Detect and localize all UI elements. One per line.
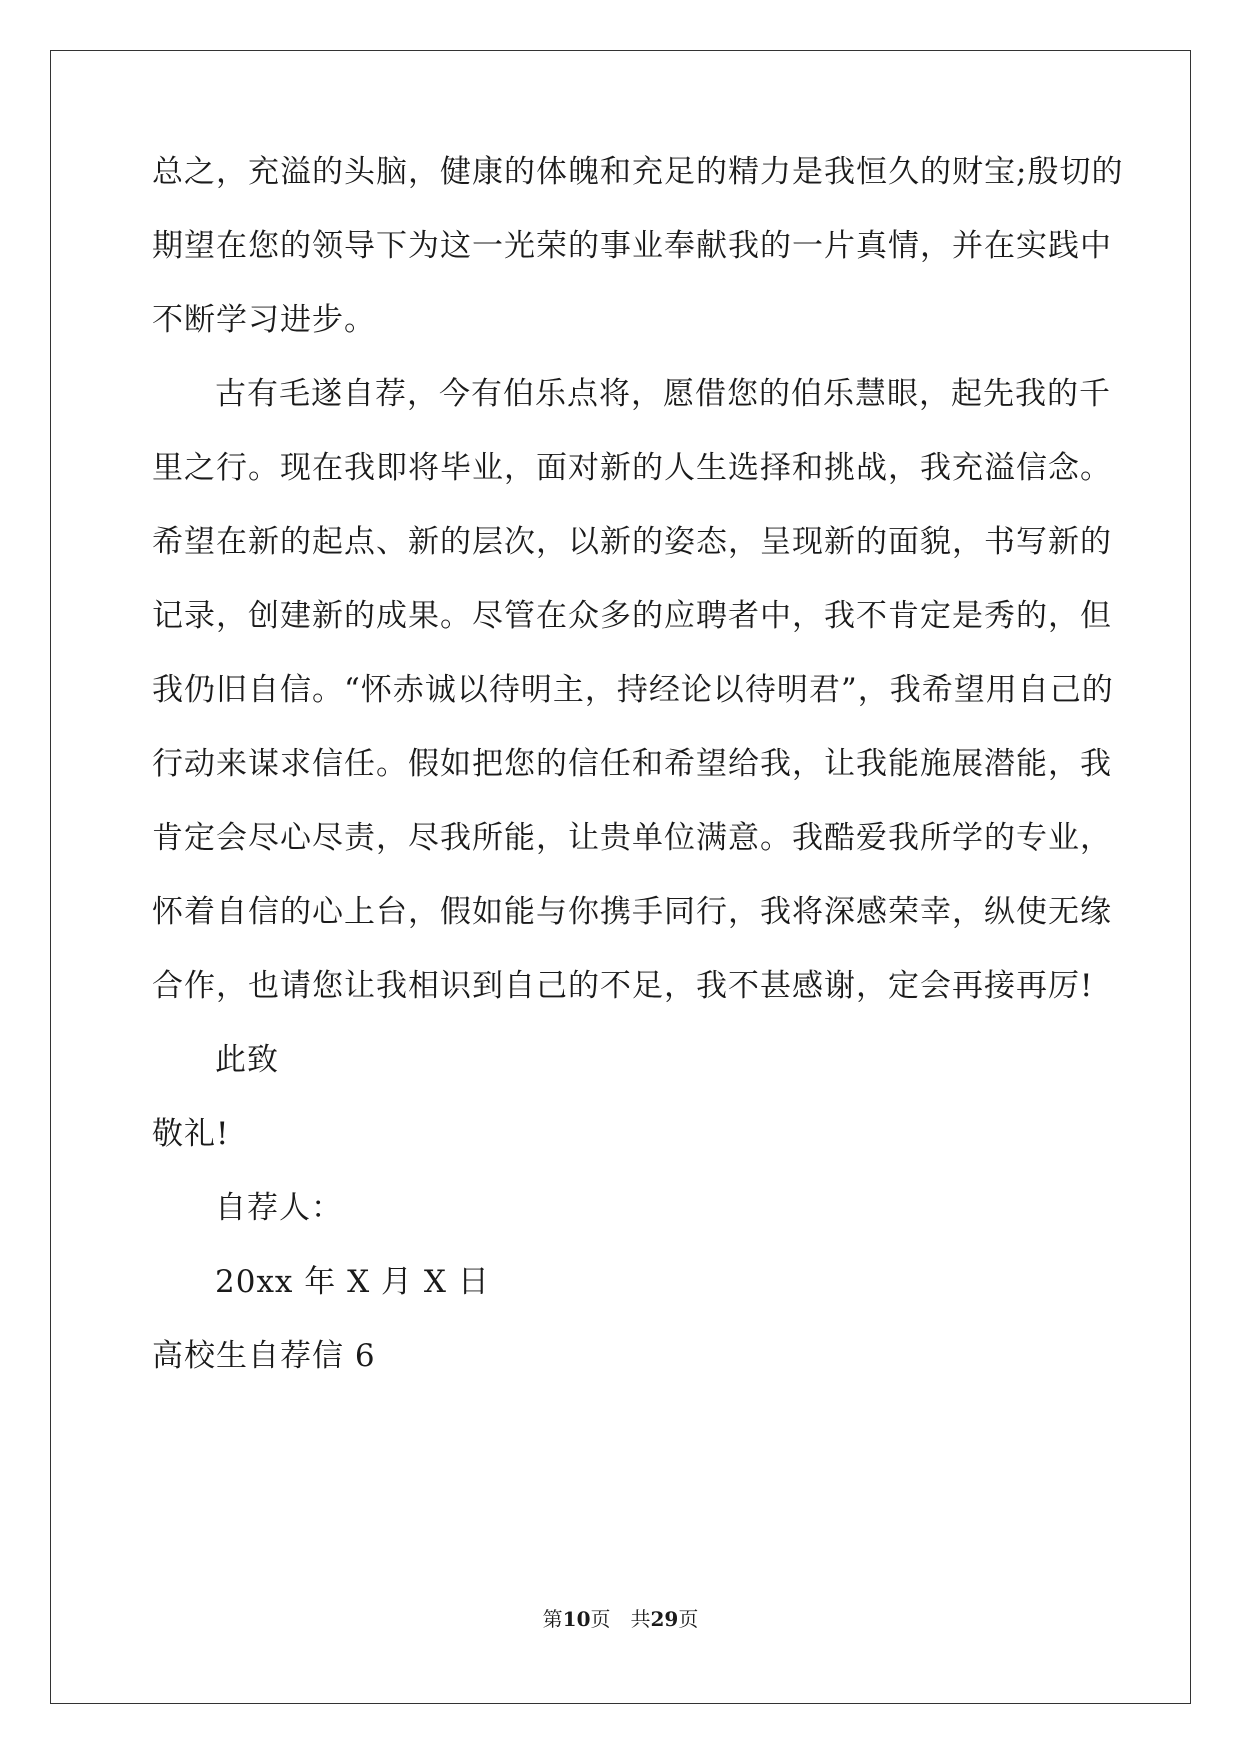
text-line: 我仍旧自信。“怀赤诚以待明主，持经论以待明君”，我希望用自己的 (152, 672, 1114, 708)
salutation: 敬礼! (152, 1116, 230, 1152)
text-line: 古有毛遂自荐，今有伯乐点将，愿借您的伯乐慧眼，起先我的千 (215, 376, 1111, 412)
page-footer (0, 1606, 1241, 1632)
text-line: 怀着自信的心上台，假如能与你携手同行，我将深感荣幸，纵使无缘 (152, 894, 1112, 930)
text-line: 里之行。现在我即将毕业，面对新的人生选择和挑战，我充溢信念。 (152, 450, 1112, 486)
text-line: 期望在您的领导下为这一光荣的事业奉献我的一片真情，并在实践中 (152, 228, 1112, 264)
date-line: 20xx 年 X 月 X 日 (215, 1264, 490, 1300)
footer-page-suffix: 页 (590, 1607, 611, 1631)
footer-total-prefix: 共 (630, 1607, 651, 1631)
signature-label: 自荐人： (215, 1190, 343, 1226)
text-line: 记录，创建新的成果。尽管在众多的应聘者中，我不肯定是秀的，但 (152, 598, 1112, 634)
footer-prefix: 第 (542, 1607, 563, 1631)
text-line: 不断学习进步。 (152, 302, 376, 338)
text-line: 希望在新的起点、新的层次，以新的姿态，呈现新的面貌，书写新的 (152, 524, 1112, 560)
closing-greeting: 此致 (215, 1042, 279, 1078)
text-line: 肯定会尽心尽责，尽我所能，让贵单位满意。我酷爱我所学的专业， (152, 820, 1112, 856)
text-line: 合作，也请您让我相识到自己的不足，我不甚感谢，定会再接再厉! (152, 968, 1094, 1004)
text-line: 行动来谋求信任。假如把您的信任和希望给我，让我能施展潜能，我 (152, 746, 1112, 782)
current-page-number: 10 (562, 1607, 591, 1631)
section-heading: 高校生自荐信 6 (152, 1338, 376, 1374)
text-line: 总之，充溢的头脑，健康的体魄和充足的精力是我恒久的财宝;殷切的 (152, 154, 1124, 190)
page-border (50, 50, 1191, 1704)
footer-total-suffix: 页 (678, 1607, 699, 1631)
total-pages-number: 29 (650, 1607, 679, 1631)
